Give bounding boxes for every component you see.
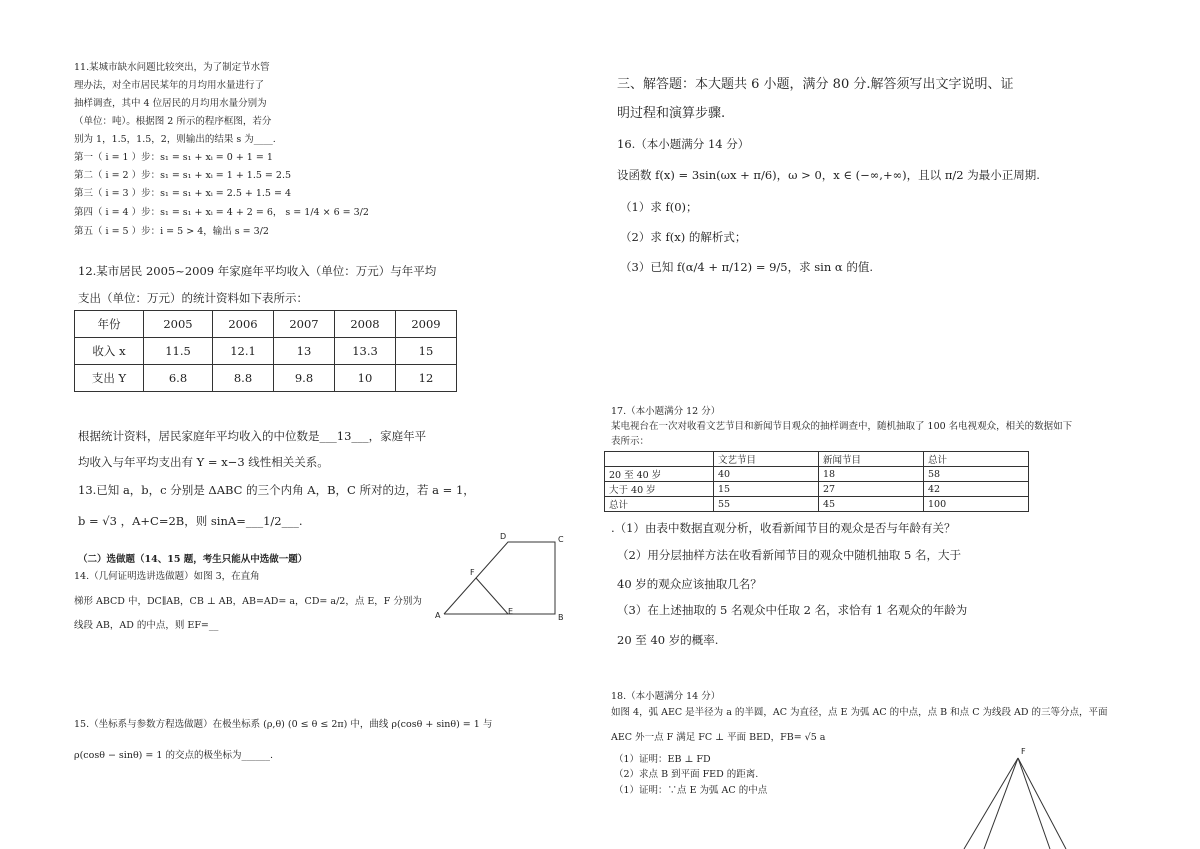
q12-answer: 根据统计资料，居民家庭年平均收入的中位数是___13___，家庭年平 [78,429,427,443]
q11-step: 第四（ i = 4 ）步：s₁ = s₁ + xᵢ = 4 + 2 = 6， s = 1/4 × 6 = 3/2 [74,207,369,218]
q18-stem: AEC 外一点 F 满足 FC ⊥ 平面 BED，FB= √5 a [611,732,826,743]
table-cell: 新闻节目 [819,452,924,467]
q11-line: 抽样调查，其中 4 位居民的月均用水量分别为 [74,98,267,109]
table-cell: 58 [924,467,1029,482]
q11-step: 第三（ i = 3 ）步：s₁ = s₁ + xᵢ = 2.5 + 1.5 = 4 [74,188,292,199]
q12-stem: 支出（单位：万元）的统计资料如下表所示： [78,291,308,305]
q18-part: （1）证明：EB ⊥ FD [614,754,711,765]
figure-label: F [470,568,475,577]
q18-part: （2）求点 B 到平面 FED 的距离. [614,769,759,780]
table-cell: 18 [819,467,924,482]
q12-answer: 均收入与年平均支出有 Y = x−3 线性相关关系。 [78,455,329,469]
table-cell: 11.5 [144,338,213,365]
figure-label: A [435,611,441,620]
figure-label: D [500,532,507,541]
table-row [605,482,1029,497]
table-cell: 12.1 [213,338,274,365]
table-cell: 2005 [144,311,213,338]
q11-line: （单位：吨）。根据图 2 所示的程序框图，若分 [74,116,272,127]
table-cell: 45 [819,497,924,512]
table-cell: 年份 [75,311,144,338]
q16-part: （1）求 f(0)； [620,200,698,214]
q17-part: 40 岁的观众应该抽取几名？ [617,577,762,591]
table-cell: 55 [714,497,819,512]
table-cell: 8.8 [213,365,274,392]
q14-stem: 14.（几何证明选讲选做题）如图 3，在直角 [74,571,260,582]
table-cell: 100 [924,497,1029,512]
q16-part: （3）已知 f(α/4 + π/12) = 9/5，求 sin α 的值. [620,260,873,274]
q17-stem: 某电视台在一次对收看文艺节目和新闻节目观众的抽样调查中，随机抽取了 100 名电视观众，相关的数据如下 [611,421,1073,432]
table-cell: 大于 40 岁 [605,482,714,497]
table-row [605,452,1029,467]
table-cell: 9.8 [274,365,335,392]
table-cell: 总计 [605,497,714,512]
table-cell: 15 [714,482,819,497]
table-cell: 2006 [213,311,274,338]
figure-label: B [558,613,564,622]
figure-label: F [1021,747,1026,756]
q14-stem: 梯形 ABCD 中，DC∥AB，CB ⊥ AB，AB=AD= a，CD= a/2，点 E，F 分别为 [74,596,422,607]
table-cell: 13 [274,338,335,365]
q16-part: （2）求 f(x) 的解析式； [620,230,747,244]
table-cell: 支出 Y [75,365,144,392]
q11-line: 别为 1，1.5，1.5，2，则输出的结果 s 为____. [74,134,276,145]
q17-part: （3）在上述抽取的 5 名观众中任取 2 名，求恰有 1 名观众的年龄为 [617,603,968,617]
table-cell: 15 [396,338,457,365]
table-cell: 13.3 [335,338,396,365]
optional-header: （二）选做题（14、15 题，考生只能从中选做一题） [78,554,308,565]
q16-stem: 设函数 f(x) = 3sin(ωx + π/6)，ω > 0，x ∈ (−∞,+∞)，且以 π/2 为最小正周期. [617,168,1040,182]
q11-step: 第一（ i = 1 ）步：s₁ = s₁ + xᵢ = 0 + 1 = 1 [74,152,273,163]
table-cell: 2009 [396,311,457,338]
q11-line: 理办法，对全市居民某年的月均用水量进行了 [74,80,265,91]
q15-stem: 15.（坐标系与参数方程选做题）在极坐标系 (ρ,θ) (0 ≤ θ ≤ 2π) 中，曲线 ρ(cosθ + sinθ) = 1 与 [74,719,493,730]
q12-stem: 12.某市居民 2005~2009 年家庭年平均收入（单位：万元）与年平均 [78,264,437,278]
q11-line: 11.某城市缺水问题比较突出，为了制定节水管 [74,62,270,73]
q17-stem: 表所示： [611,436,650,447]
q17-part: .（1）由表中数据直观分析，收看新闻节目的观众是否与年龄有关？ [611,521,956,535]
q11-step: 第五（ i = 5 ）步：i = 5 > 4，输出 s = 3/2 [74,226,269,237]
table-cell: 20 至 40 岁 [605,467,714,482]
table-row [75,365,457,392]
table-cell: 40 [714,467,819,482]
q17-part: 20 至 40 岁的概率. [617,633,719,647]
table-cell: 总计 [924,452,1029,467]
q17-part: （2）用分层抽样方法在收看新闻节目的观众中随机抽取 5 名，大于 [617,548,961,562]
table-cell [605,452,714,467]
table-cell: 10 [335,365,396,392]
figure-label: E [508,607,514,616]
q17-table [604,451,1029,512]
figure-label: C [558,535,564,544]
table-cell: 2008 [335,311,396,338]
table-cell: 收入 x [75,338,144,365]
table-row [75,338,457,365]
table-cell: 文艺节目 [714,452,819,467]
q15-stem: ρ(cosθ − sinθ) = 1 的交点的极坐标为______. [74,750,273,761]
figure-3-trapezoid [430,530,570,625]
table-cell: 12 [396,365,457,392]
section-heading: 明过程和演算步骤. [617,106,726,121]
figure-4-partial [950,744,1070,849]
table-cell: 42 [924,482,1029,497]
q13-stem: 13.已知 a，b，c 分别是 ΔABC 的三个内角 A，B，C 所对的边，若 a = 1， [78,483,475,497]
q18-part: （1）证明：∵点 E 为弧 AC 的中点 [614,785,768,796]
q16-header: 16.（本小题满分 14 分） [617,137,750,151]
table-cell: 2007 [274,311,335,338]
q13-stem: b = √3 ，A+C=2B，则 sinA=___1/2___. [78,514,303,528]
q14-stem: 线段 AB，AD 的中点，则 EF=__ [74,620,219,631]
table-cell: 27 [819,482,924,497]
q12-table [74,310,457,392]
table-row [605,467,1029,482]
q18-header: 18.（本小题满分 14 分） [611,691,721,702]
table-row [75,311,457,338]
section-heading: 三、解答题：本大题共 6 小题，满分 80 分.解答须写出文字说明、证 [617,77,1014,92]
table-row [605,497,1029,512]
q11-step: 第二（ i = 2 ）步：s₁ = s₁ + xᵢ = 1 + 1.5 = 2.5 [74,170,292,181]
q17-header: 17.（本小题满分 12 分） [611,406,721,417]
table-cell: 6.8 [144,365,213,392]
q18-stem: 如图 4，弧 AEC 是半径为 a 的半圆，AC 为直径，点 E 为弧 AC 的中点，点 B 和点 C 为线段 AD 的三等分点，平面 [611,707,1108,718]
